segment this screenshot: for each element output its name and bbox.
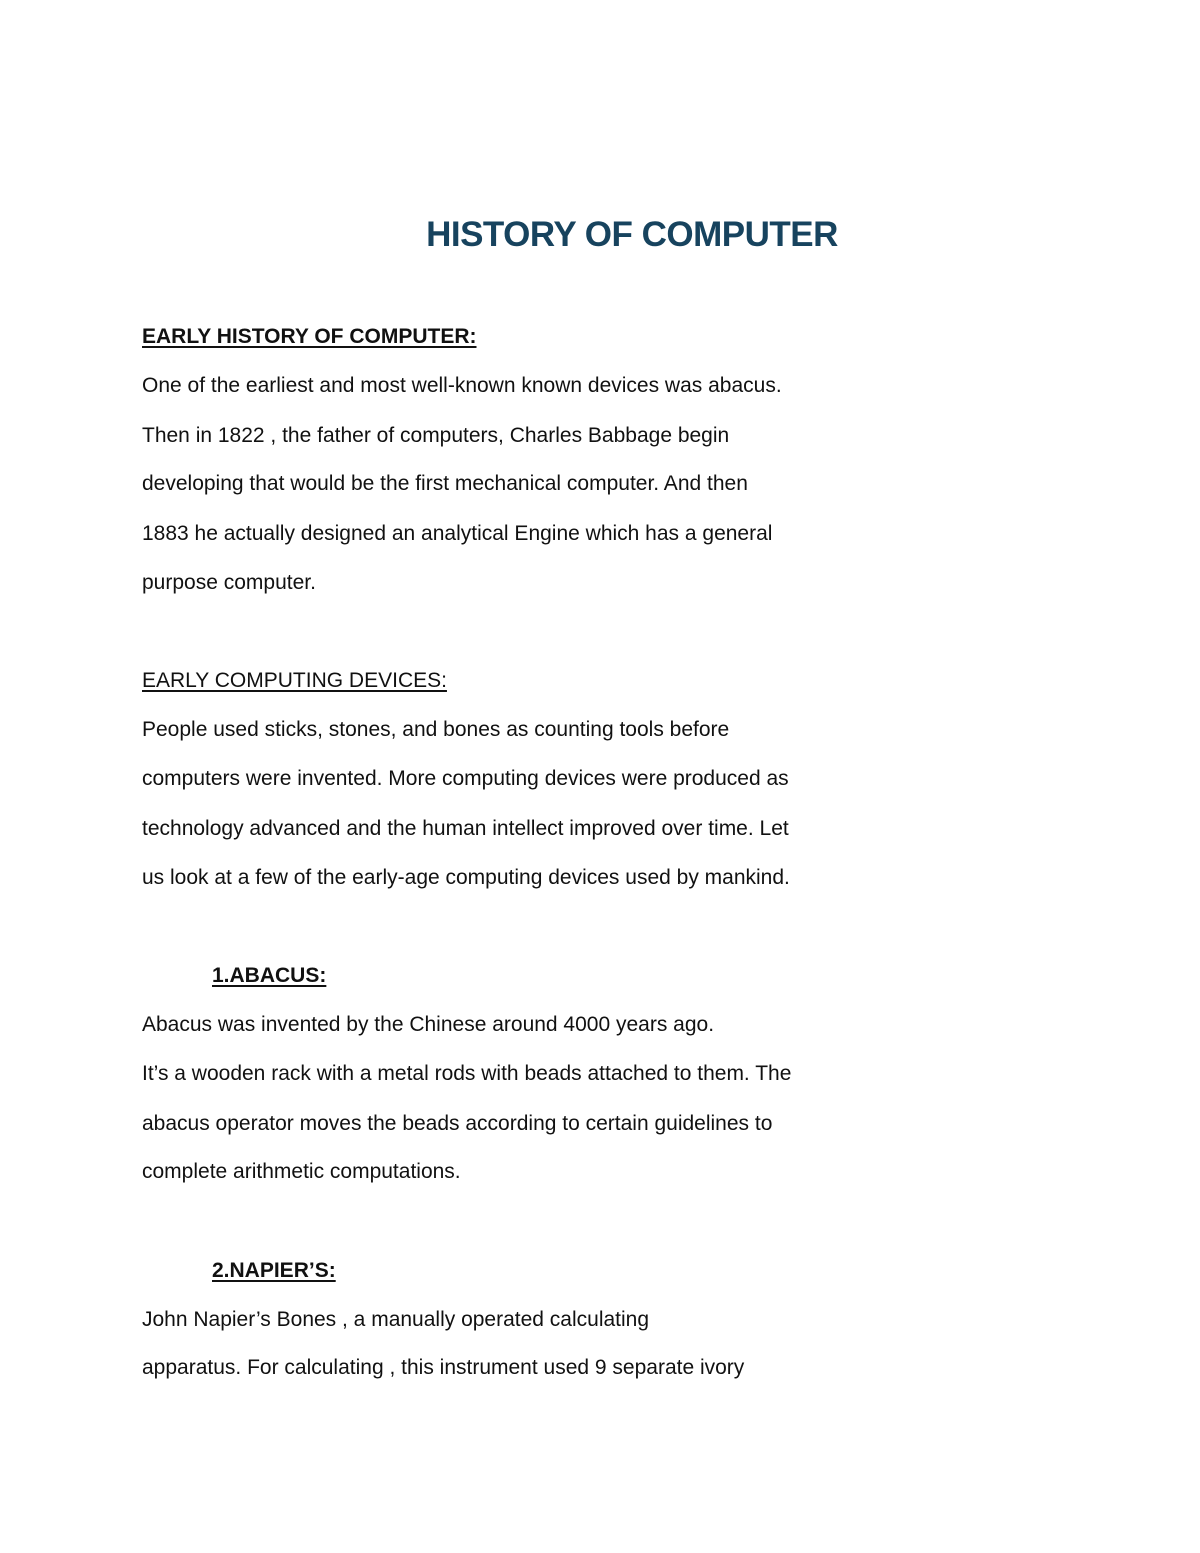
paragraph-line: abacus operator moves the beads according to certain guidelines to (142, 1112, 773, 1135)
paragraph-line: apparatus. For calculating , this instrument used 9 separate ivory (142, 1356, 745, 1379)
page-title: HISTORY OF COMPUTER (426, 215, 838, 254)
paragraph-line: John Napier’s Bones , a manually operated calculating (142, 1308, 650, 1331)
paragraph-line: One of the earliest and most well-known known devices was abacus. (142, 374, 782, 397)
paragraph-line: It’s a wooden rack with a metal rods with beads attached to them. The (142, 1062, 792, 1085)
section-heading-napiers: 2.NAPIER’S: (212, 1259, 336, 1282)
paragraph-line: technology advanced and the human intellect improved over time. Let (142, 817, 789, 840)
paragraph-line: purpose computer. (142, 571, 316, 594)
paragraph-line: complete arithmetic computations. (142, 1160, 461, 1183)
section-heading-early-devices: EARLY COMPUTING DEVICES: (142, 669, 447, 692)
paragraph-line: us look at a few of the early-age computing devices used by mankind. (142, 866, 790, 889)
paragraph-line: Abacus was invented by the Chinese around 4000 years ago. (142, 1013, 715, 1036)
paragraph-line: developing that would be the first mechanical computer. And then (142, 472, 748, 495)
paragraph-line: computers were invented. More computing devices were produced as (142, 767, 789, 790)
paragraph-line: Then in 1822 , the father of computers, Charles Babbage begin (142, 424, 730, 447)
paragraph-line: 1883 he actually designed an analytical Engine which has a general (142, 522, 773, 545)
section-heading-abacus: 1.ABACUS: (212, 964, 327, 987)
section-heading-early-history: EARLY HISTORY OF COMPUTER: (142, 325, 477, 348)
paragraph-line: People used sticks, stones, and bones as counting tools before (142, 718, 730, 741)
